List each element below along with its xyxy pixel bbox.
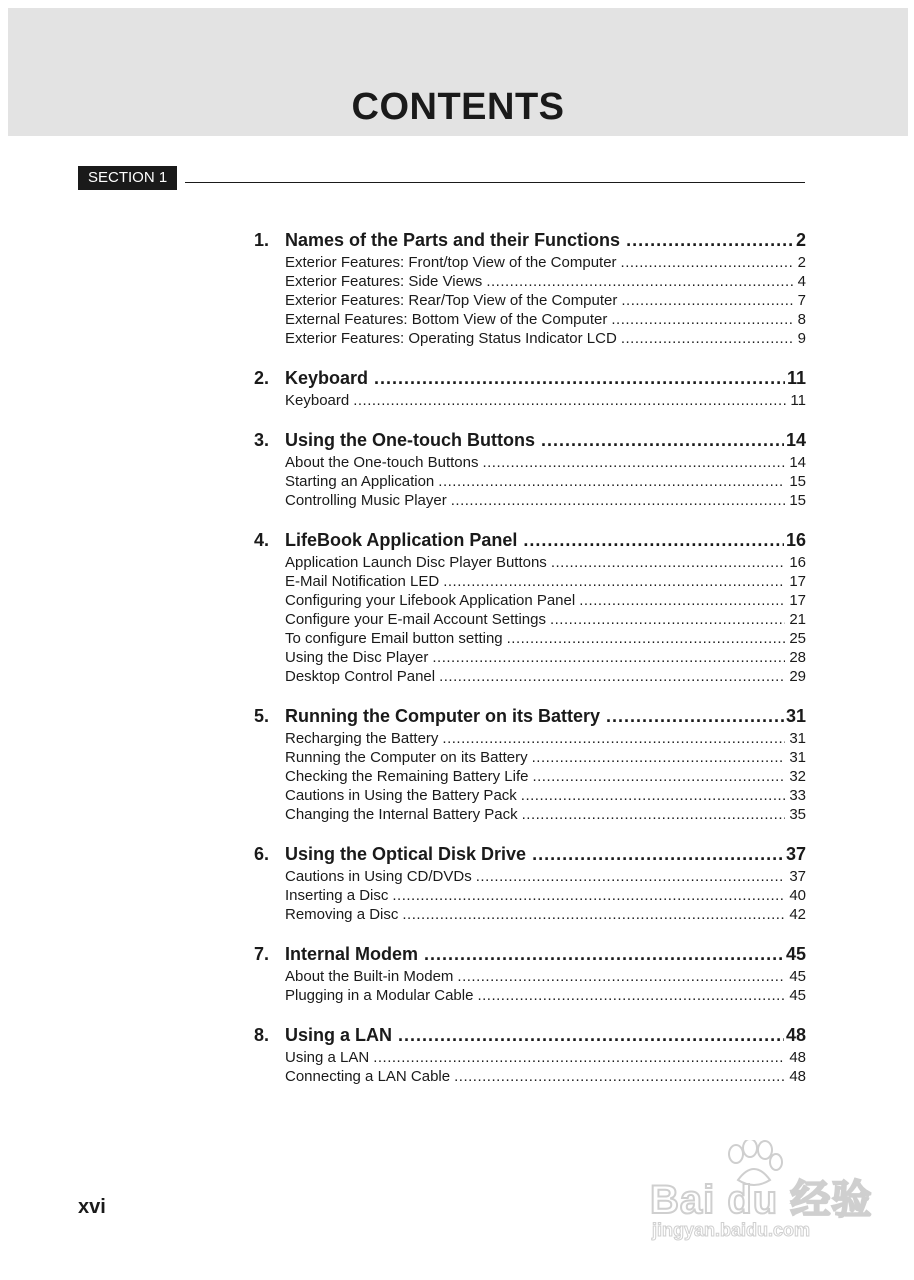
toc-entry[interactable] (254, 291, 806, 310)
toc-entry[interactable] (254, 786, 806, 805)
toc-chapter-heading[interactable] (254, 365, 806, 391)
page-title: CONTENTS (351, 86, 565, 128)
entry-title: Running the Computer on its Battery (285, 749, 528, 766)
entry-title: Keyboard (285, 392, 350, 409)
entry-title: Configuring your Lifebook Application Panel (285, 592, 576, 609)
dot-leader (532, 841, 784, 867)
chapter-page-number: 2 (795, 230, 806, 250)
chapter-number: 1. (254, 230, 270, 250)
entry-page-number: 40 (789, 887, 806, 904)
entry-page-number: 25 (789, 630, 806, 647)
dot-leader (523, 527, 784, 553)
toc-entry[interactable] (254, 905, 806, 924)
watermark-url: jingyan.baidu.com (652, 1220, 811, 1240)
toc-entry[interactable] (254, 1048, 806, 1067)
chapter-number: 8. (254, 1025, 270, 1045)
dot-leader (579, 591, 785, 610)
dot-leader (551, 553, 786, 572)
entry-title: Exterior Features: Front/top View of the Computer (285, 254, 617, 271)
dot-leader (621, 329, 794, 348)
entry-title: Exterior Features: Operating Status Indicator LCD (285, 330, 617, 347)
watermark-logo: Bai du 经验 (650, 1178, 873, 1222)
toc-entry[interactable] (254, 491, 806, 510)
dot-leader (398, 1022, 784, 1048)
toc-entry[interactable] (254, 805, 806, 824)
dot-leader (353, 391, 786, 410)
entry-title: Plugging in a Modular Cable (285, 987, 474, 1004)
toc-entry[interactable] (254, 1067, 806, 1086)
chapter-number: 5. (254, 706, 270, 726)
entry-title: Changing the Internal Battery Pack (285, 806, 518, 823)
entry-page-number: 21 (789, 611, 806, 628)
toc-chapter (254, 427, 806, 510)
toc-entry[interactable] (254, 667, 806, 686)
page-number: xvi (78, 1196, 106, 1218)
entry-page-number: 45 (789, 987, 806, 1004)
entry-title: Starting an Application (285, 473, 435, 490)
entry-title: Removing a Disc (285, 906, 399, 923)
baidu-watermark (646, 1140, 876, 1250)
entry-title: Desktop Control Panel (285, 668, 436, 685)
toc-entry[interactable] (254, 253, 806, 272)
dot-leader (550, 610, 785, 629)
dot-leader (439, 667, 785, 686)
dot-leader (477, 986, 785, 1005)
entry-title: Recharging the Battery (285, 730, 439, 747)
entry-title: Exterior Features: Rear/Top View of the Computer (285, 292, 618, 309)
toc-entry[interactable] (254, 591, 806, 610)
entry-page-number: 33 (789, 787, 806, 804)
toc-chapter (254, 941, 806, 1005)
entry-title: Checking the Remaining Battery Life (285, 768, 529, 785)
entry-page-number: 7 (797, 292, 806, 309)
entry-page-number: 8 (797, 311, 806, 328)
toc-entry[interactable] (254, 472, 806, 491)
entry-page-number: 14 (789, 454, 806, 471)
entry-title: Using a LAN (285, 1049, 370, 1066)
chapter-title: Internal Modem (285, 944, 419, 964)
toc-entry[interactable] (254, 610, 806, 629)
dot-leader (621, 291, 793, 310)
dot-leader (442, 729, 785, 748)
entry-page-number: 15 (789, 473, 806, 490)
entry-title: About the Built-in Modem (285, 968, 454, 985)
toc-chapter (254, 365, 806, 410)
toc-chapter (254, 227, 806, 348)
entry-page-number: 31 (789, 730, 806, 747)
dot-leader (507, 629, 786, 648)
toc-entry[interactable] (254, 553, 806, 572)
entry-title: To configure Email button setting (285, 630, 503, 647)
chapter-number: 4. (254, 530, 270, 550)
chapter-page-number: 16 (785, 530, 806, 550)
toc-entry[interactable] (254, 767, 806, 786)
entry-page-number: 45 (789, 968, 806, 985)
entry-page-number: 15 (789, 492, 806, 509)
entry-page-number: 17 (789, 592, 806, 609)
toc-chapter-heading[interactable] (254, 227, 806, 253)
entry-title: Cautions in Using the Battery Pack (285, 787, 517, 804)
dot-leader (438, 472, 785, 491)
entry-page-number: 48 (789, 1049, 806, 1066)
dot-leader (454, 1067, 785, 1086)
entry-page-number: 17 (789, 573, 806, 590)
chapter-page-number: 45 (785, 944, 806, 964)
chapter-page-number: 11 (786, 368, 806, 388)
dot-leader (451, 491, 786, 510)
entry-page-number: 2 (797, 254, 806, 271)
entry-page-number: 4 (797, 273, 806, 290)
chapter-title: Names of the Parts and their Functions (285, 230, 621, 250)
chapter-title: Using a LAN (285, 1025, 393, 1045)
dot-leader (626, 227, 794, 253)
dot-leader (521, 786, 786, 805)
dot-leader (541, 427, 784, 453)
entry-title: Cautions in Using CD/DVDs (285, 868, 472, 885)
entry-title: Application Launch Disc Player Buttons (285, 554, 547, 571)
dot-leader (432, 648, 785, 667)
toc-entry[interactable] (254, 967, 806, 986)
dot-leader (606, 703, 784, 729)
entry-page-number: 29 (789, 668, 806, 685)
chapter-page-number: 14 (785, 430, 806, 450)
dot-leader (486, 272, 793, 291)
entry-page-number: 42 (789, 906, 806, 923)
chapter-number: 7. (254, 944, 270, 964)
toc-chapter-heading[interactable] (254, 427, 806, 453)
table-of-contents (254, 227, 806, 1103)
toc-entry[interactable] (254, 986, 806, 1005)
dot-leader (611, 310, 793, 329)
dot-leader (532, 767, 785, 786)
entry-title: Connecting a LAN Cable (285, 1068, 451, 1085)
toc-entry[interactable] (254, 272, 806, 291)
chapter-number: 3. (254, 430, 270, 450)
entry-title: External Features: Bottom View of the Computer (285, 311, 608, 328)
chapter-page-number: 31 (785, 706, 806, 726)
chapter-title: Running the Computer on its Battery (285, 706, 600, 726)
toc-chapter (254, 527, 806, 686)
chapter-title: Using the Optical Disk Drive (285, 844, 527, 864)
chapter-page-number: 48 (785, 1025, 806, 1045)
chapter-page-number: 37 (785, 844, 806, 864)
toc-entry[interactable] (254, 310, 806, 329)
entry-page-number: 48 (789, 1068, 806, 1085)
toc-entry[interactable] (254, 748, 806, 767)
toc-entry[interactable] (254, 629, 806, 648)
entry-title: About the One-touch Buttons (285, 454, 479, 471)
chapter-number: 2. (254, 368, 270, 388)
toc-chapter-heading[interactable] (254, 527, 806, 553)
chapter-title: Keyboard (285, 368, 369, 388)
toc-chapter-heading[interactable] (254, 1022, 806, 1048)
dot-leader (424, 941, 784, 967)
section-label: SECTION 1 (78, 166, 177, 190)
toc-entry[interactable] (254, 886, 806, 905)
dot-leader (522, 805, 786, 824)
toc-entry[interactable] (254, 329, 806, 348)
toc-entry[interactable] (254, 729, 806, 748)
toc-entry[interactable] (254, 391, 806, 410)
toc-chapter-heading[interactable] (254, 703, 806, 729)
entry-title: E-Mail Notification LED (285, 573, 440, 590)
entry-page-number: 28 (789, 649, 806, 666)
entry-page-number: 31 (789, 749, 806, 766)
toc-chapter-heading[interactable] (254, 941, 806, 967)
toc-entry[interactable] (254, 648, 806, 667)
entry-page-number: 11 (790, 392, 806, 409)
entry-page-number: 32 (789, 768, 806, 785)
dot-leader (482, 453, 785, 472)
toc-entry[interactable] (254, 572, 806, 591)
toc-chapter (254, 703, 806, 824)
dot-leader (621, 253, 794, 272)
toc-chapter (254, 1022, 806, 1086)
dot-leader (443, 572, 785, 591)
dot-leader (373, 1048, 785, 1067)
dot-leader (457, 967, 785, 986)
toc-entry[interactable] (254, 453, 806, 472)
dot-leader (374, 365, 785, 391)
toc-chapter-heading[interactable] (254, 841, 806, 867)
chapter-number: 6. (254, 844, 270, 864)
toc-entry[interactable] (254, 867, 806, 886)
dot-leader (402, 905, 785, 924)
entry-title: Configure your E-mail Account Settings (285, 611, 546, 628)
entry-title: Controlling Music Player (285, 492, 447, 509)
entry-page-number: 16 (789, 554, 806, 571)
entry-title: Using the Disc Player (285, 649, 429, 666)
dot-leader (476, 867, 786, 886)
entry-page-number: 9 (797, 330, 806, 347)
entry-page-number: 35 (789, 806, 806, 823)
chapter-title: Using the One-touch Buttons (285, 430, 535, 450)
entry-title: Inserting a Disc (285, 887, 389, 904)
section-divider (185, 182, 805, 183)
dot-leader (392, 886, 785, 905)
dot-leader (532, 748, 786, 767)
entry-page-number: 37 (789, 868, 806, 885)
chapter-title: LifeBook Application Panel (285, 530, 518, 550)
entry-title: Exterior Features: Side Views (285, 273, 483, 290)
toc-chapter (254, 841, 806, 924)
